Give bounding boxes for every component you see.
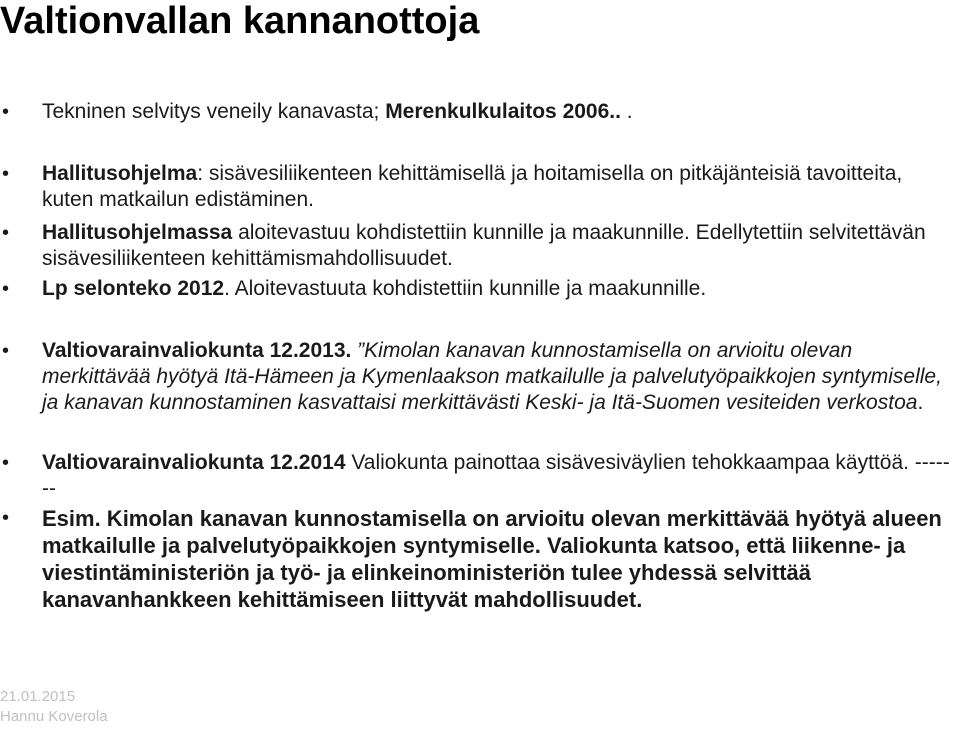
- text-segment-bold: Lp selonteko 2012: [42, 277, 225, 300]
- bullet-marker: •: [2, 340, 10, 362]
- text-segment-bold: Hallitusohjelma: [42, 162, 198, 185]
- text-segment: aloitevastuu kohdistettiin kunnille ja maakunnille. Edellytettiin selvitettävän sisävesiliikenteen kehittämismahdollisuudet.: [42, 221, 926, 270]
- text-segment: Tekninen selvitys veneily kanavasta;: [42, 100, 386, 123]
- text-segment: Valiokunta painottaa sisävesiväylien tehokkaampaa käyttöä. -------: [42, 451, 950, 500]
- footer-date: 21.01.2015: [0, 688, 76, 705]
- text-segment-bold: Merenkulkulaitos 2006..: [385, 100, 621, 123]
- text-segment: : sisävesiliikenteen kehittämisellä ja hoitamisella on pitkäjänteisiä tavoitteita, kuten matkailun edistäminen.: [42, 162, 903, 211]
- bullet-marker: •: [2, 222, 10, 244]
- bullet-text: [42, 450, 956, 502]
- text-segment: .: [620, 100, 633, 123]
- bullet-text: [42, 220, 956, 272]
- footer-author: Hannu Koverola: [0, 708, 108, 725]
- bullet-text: [42, 338, 956, 416]
- bullet-text: [42, 505, 956, 613]
- bullet-text: [42, 276, 956, 302]
- bullet-marker: •: [2, 452, 10, 474]
- bullet-marker: •: [2, 163, 10, 185]
- text-segment-bold: Valtiovarainvaliokunta 12.2014: [42, 451, 346, 474]
- bullet-text: [42, 161, 956, 213]
- bullet-marker: •: [2, 278, 10, 300]
- text-segment-bold: Hallitusohjelmassa: [42, 221, 233, 244]
- text-segment-bold: Esim. Kimolan kanavan kunnostamisella on arvioitu olevan merkittävää hyötyä alueen matkailulle ja palvelutyöpaikkojen syntymiselle. Valiokunta katsoo, että liikenne- ja viestintäministeriön ja työ- ja elinkeinoministeriön tulee yhdessä selvittää kanavanhankkeen kehittämiseen liittyvät mahdollisuudet.: [42, 506, 942, 612]
- bullet-marker: •: [2, 101, 10, 123]
- bullet-marker: •: [2, 507, 10, 529]
- text-segment: .: [917, 391, 924, 414]
- text-segment-bold: Valtiovarainvaliokunta 12.2013.: [42, 339, 352, 362]
- page-title: Valtionvallan kannanottoja: [0, 0, 480, 42]
- text-segment-italic: ”Kimolan kanavan kunnostamisella on arvioitu olevan merkittävää hyötyä Itä-Hämeen ja Kymenlaakson matkailulle ja palvelutyöpaikkojen syntymiselle, ja kanavan kunnostaminen kasvattaisi merkittävästi Keski- ja Itä-Suomen vesiteiden verkostoa: [42, 339, 942, 414]
- text-segment: . Aloitevastuuta kohdistettiin kunnille ja maakunnille.: [224, 277, 707, 300]
- bullet-text: [42, 99, 956, 125]
